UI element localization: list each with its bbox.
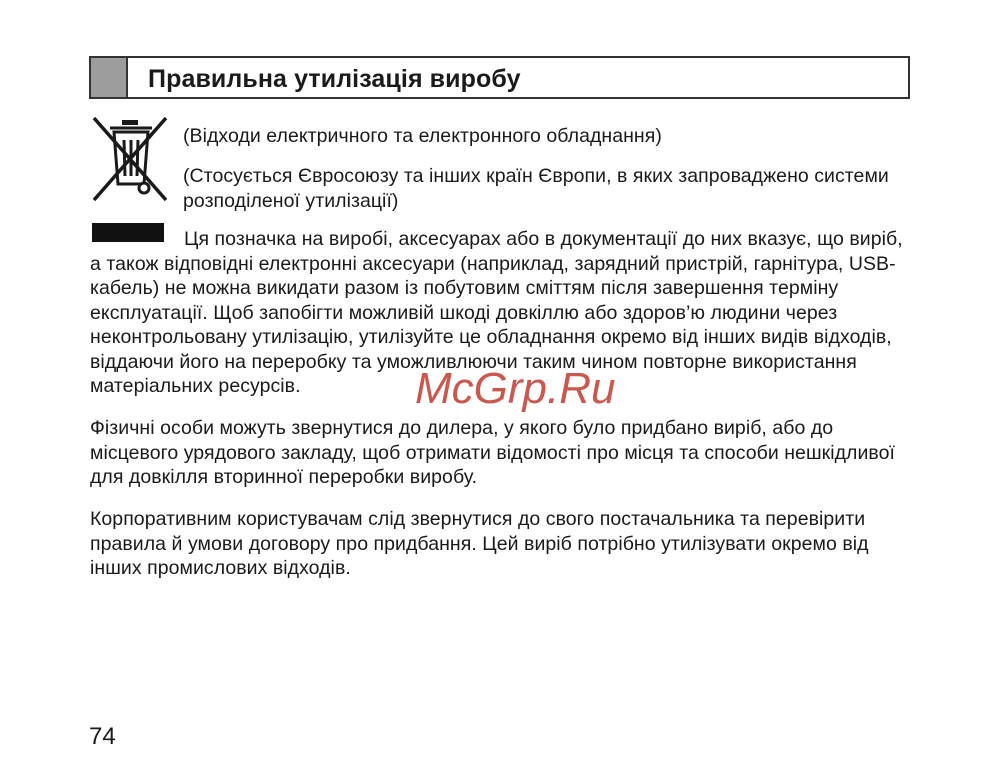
crossed-out-wheelie-bin-icon [88, 114, 172, 206]
body-paragraph-2: Фізичні особи можуть звернутися до дилера, у якого було придбано виріб, або до місцевого урядового закладу, щоб отримати відомості про місця та способи нешкідливої для довкілля вторинної переробки виробу. [90, 417, 895, 488]
page-number: 74 [89, 723, 116, 750]
watermark: McGrp.Ru [415, 364, 616, 413]
body-paragraph-3: Корпоративним користувачам слід звернутися до свого постачальника та перевірити правила й умови договору про придбання. Цей виріб потрібно утилізувати окремо від інших промислових відходів. [90, 508, 869, 579]
intro-line-2: (Стосується Євросоюзу та інших країн Європи, в яких запроваджено системи розподіленої утилізації) [183, 165, 889, 212]
page-title: Правильна утилізація виробу [148, 65, 521, 93]
section-title-box [89, 56, 910, 99]
title-accent-block [91, 58, 128, 97]
body-paragraph-1: Ця позначка на виробі, аксесуарах або в документації до них вказує, що виріб, а також відповідні електронні аксесуари (наприклад, зарядний пристрій, гарнітура, USB-кабель) не можна викидати разом із побутовим сміттям після завершення терміну експлуатації. Щоб запобігти можливій шкоді довкіллю або здоров’ю людини через неконтрольовану утилізацію, утилізуйте це обладнання окремо від інших видів відходів, віддаючи його на переробку та уможливлюючи таким чином повторне використання матеріальних ресурсів. [90, 228, 903, 397]
intro-line-1: (Відходи електричного та електронного обладнання) [183, 125, 662, 147]
